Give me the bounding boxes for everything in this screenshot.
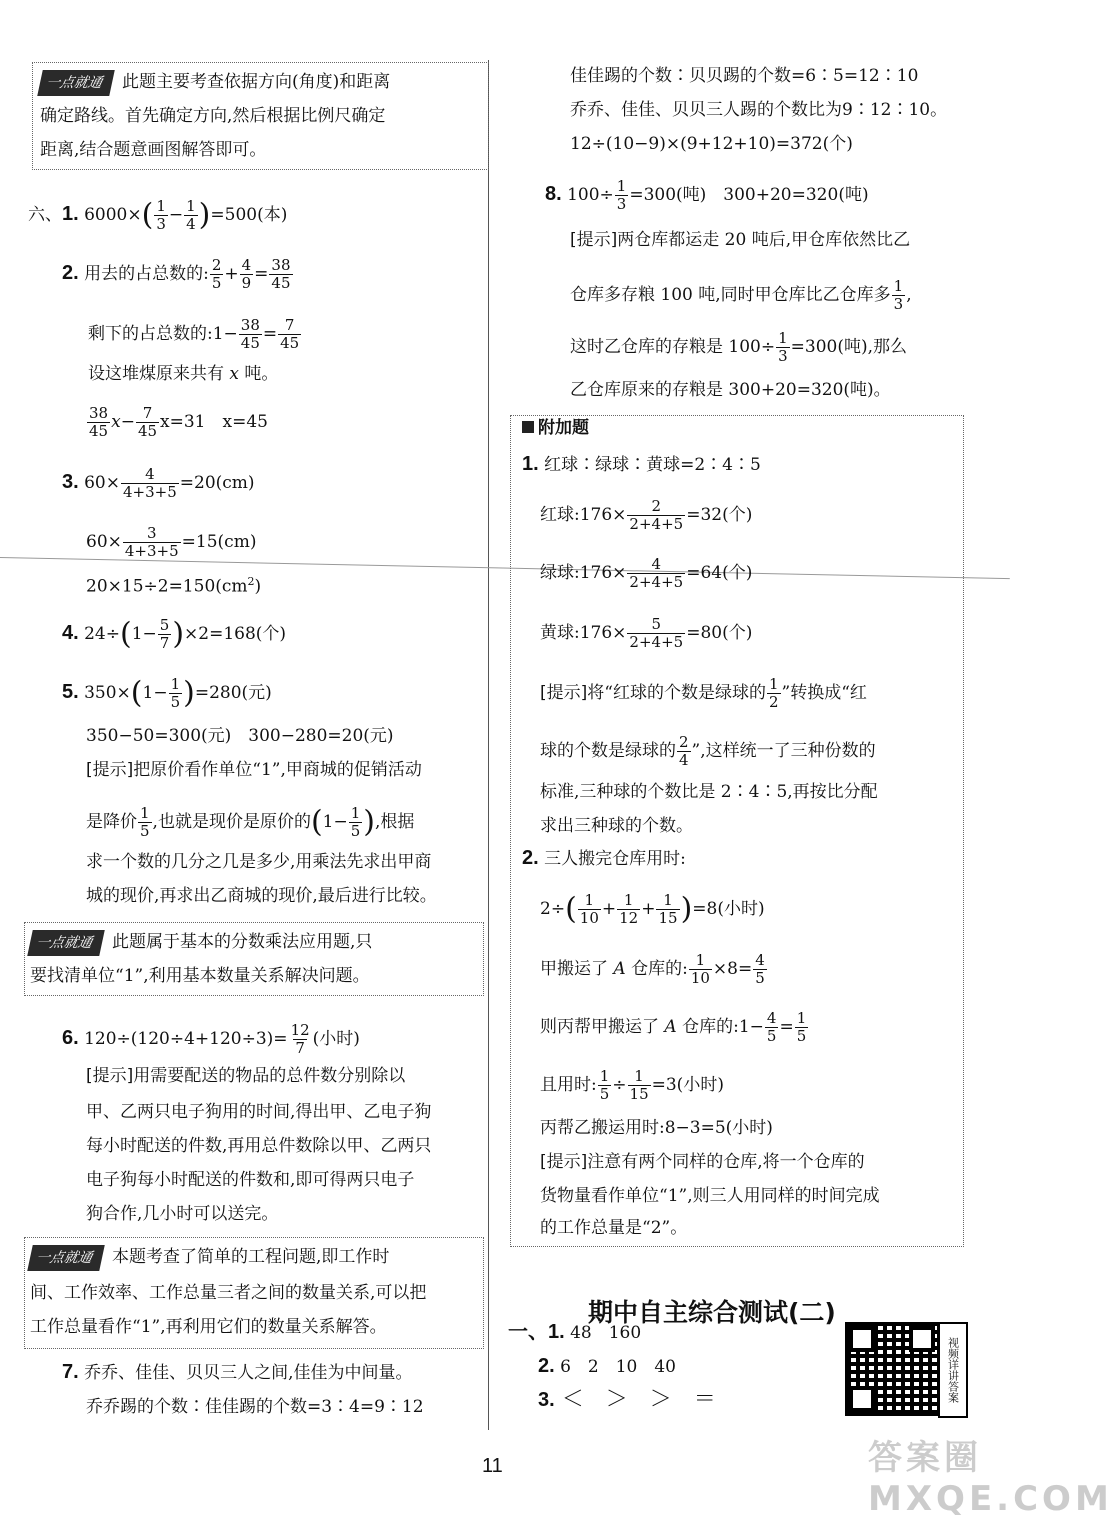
tip-text: 此题主要考查依据方向(角度)和距离: [122, 72, 391, 92]
q6: 6. 120÷(120÷4+120÷3)= $\frac{12}{7}$ (小时): [62, 1021, 360, 1057]
q6-hint: 狗合作,几小时可以送完。: [86, 1204, 279, 1224]
q8-hint: 这时乙仓库的存粮是 100÷ $\frac{1}{3}$ =300(吨),那么: [570, 329, 908, 365]
e1: 1. 红球∶绿球∶黄球=2∶4∶5: [522, 453, 761, 475]
e1-hint: [提示]将“红球的个数是绿球的 $\frac{1}{2}$ ”转换成“红: [540, 675, 867, 711]
e1-g: 绿球:176× $\frac{4}{2+4+5}$ =64(个): [540, 555, 753, 591]
section-title: 期中自主综合测试(二): [588, 1298, 836, 1327]
tip-tag: 一点就通: [27, 1245, 105, 1271]
q7-d: 乔乔、佳佳、贝贝三人踢的个数比为9∶12∶10。: [570, 100, 948, 120]
tip-tag: 一点就通: [37, 70, 115, 96]
column-divider: [488, 60, 489, 1430]
q5: 5. 350×(1− $\frac{1}{5}$ )=280(元): [62, 675, 272, 711]
a2: 2. 6 2 10 40: [538, 1355, 676, 1377]
tip-text: 要找清单位“1”,利用基本数量关系解决问题。: [30, 966, 370, 986]
tip-text: 确定路线。首先确定方向,然后根据比例尺确定: [40, 106, 386, 126]
q8: 8. 100÷ $\frac{1}{3}$ =300(吨) 300+20=320(吨): [545, 177, 869, 213]
page-number: 11: [482, 1455, 503, 1477]
e2-d: 则丙帮甲搬运了 A 仓库的:1− $\frac{4}{5}$ = $\frac{1}{5}$: [540, 1009, 807, 1045]
tip-text: 距离,结合题意画图解答即可。: [40, 140, 267, 160]
qr-label: 视频详讲答案: [938, 1322, 968, 1418]
q5-hint: [提示]把原价看作单位“1”,甲商城的促销活动: [86, 760, 422, 780]
tip-text: 工作总量看作“1”,再利用它们的数量关系解答。: [30, 1317, 387, 1337]
e1-r: 红球:176× $\frac{2}{2+4+5}$ =32(个): [540, 497, 753, 533]
tip-text: 间、工作效率、工作总量三者之间的数量关系,可以把: [30, 1283, 427, 1303]
q7-e: 12÷(10−9)×(9+12+10)=372(个): [570, 134, 853, 154]
watermark: 答案圈 MXQE.COM: [868, 1438, 1113, 1519]
q5-hint2: 是降价 $\frac{1}{5}$ ,也就是现价是原价的(1− $\frac{1}{5}$ ),根据: [86, 804, 415, 840]
q2: 2. 用去的占总数的: $\frac{2}{5}$ + $\frac{4}{9}$ = $\frac{38}{45}$: [62, 256, 291, 292]
e1-y: 黄球:176× $\frac{5}{2+4+5}$ =80(个): [540, 615, 753, 651]
tip-tag: 一点就通: [27, 930, 105, 956]
q5-hint4: 城的现价,再求出乙商城的现价,最后进行比较。: [86, 886, 437, 906]
tip-text: 本题考查了简单的工程问题,即工作时: [112, 1247, 390, 1267]
q4: 4. 24÷(1− $\frac{5}{7}$ )×2=168(个): [62, 616, 287, 652]
q3: 3. 60× $\frac{4}{4+3+5}$ =20(cm): [62, 465, 255, 501]
e2: 2. 三人搬完仓库用时:: [522, 847, 686, 869]
q6-hint: 甲、乙两只电子狗用的时间,得出甲、乙电子狗: [86, 1102, 432, 1122]
q7-b: 乔乔踢的个数∶佳佳踢的个数=3∶4=9∶12: [86, 1397, 424, 1417]
q8-hint: [提示]两仓库都运走 20 吨后,甲仓库依然比乙: [570, 230, 911, 250]
e2-f: 丙帮乙搬运用时:8−3=5(小时): [540, 1118, 773, 1138]
a3: 3. ＜ ＞ ＞ ＝: [538, 1387, 716, 1412]
e2-b: 2÷( $\frac{1}{10}$ + $\frac{1}{12}$ + $\frac{1}{15}$ )=8(小时): [540, 891, 765, 927]
qr-code-icon[interactable]: [845, 1322, 939, 1416]
q6-hint: 电子狗每小时配送的件数和,即可得两只电子: [86, 1170, 415, 1190]
q7: 7. 乔乔、佳佳、贝贝三人之间,佳佳为中间量。: [62, 1361, 413, 1383]
e1-hint: 球的个数是绿球的 $\frac{2}{4}$ ”,这样统一了三种份数的: [540, 733, 876, 769]
q8-hint: 仓库多存粮 100 吨,同时甲仓库比乙仓库多 $\frac{1}{3}$ ,: [570, 277, 912, 313]
e1-hint: 标准,三种球的个数比是 2∶4∶5,再按比分配: [540, 782, 878, 802]
q6-hint: [提示]用需要配送的物品的总件数分别除以: [86, 1066, 406, 1086]
e2-c: 甲搬运了 A 仓库的: $\frac{1}{10}$ ×8= $\frac{4}{5}$: [540, 951, 765, 987]
q2-eq: $\frac{38}{45}$ x− $\frac{7}{45}$ x=31 x=45: [89, 404, 268, 440]
e2-e: 且用时: $\frac{1}{5}$ ÷ $\frac{1}{15}$ =3(小时): [540, 1067, 724, 1103]
q5-hint3: 求一个数的几分之几是多少,用乘法先求出甲商: [86, 852, 432, 872]
e1-hint: 求出三种球的个数。: [540, 816, 693, 836]
q3-c: $20\times 15\div 2=150(cm^2)$: [86, 575, 262, 597]
q1: 六、1. 6000×( $\frac{1}{3}$ − $\frac{1}{4}$ )=500(本): [28, 197, 288, 233]
q2-let: 设这堆煤原来共有 x 吨。: [88, 364, 279, 384]
q8-hint: 乙仓库原来的存粮是 300+20=320(吨)。: [570, 380, 891, 400]
extra-title: 附加题: [522, 416, 589, 440]
q7-c: 佳佳踢的个数∶贝贝踢的个数=6∶5=12∶10: [570, 66, 919, 86]
tip-text: 此题属于基本的分数乘法应用题,只: [112, 932, 373, 952]
q6-hint: 每小时配送的件数,再用总件数除以甲、乙两只: [86, 1136, 432, 1156]
q3-b: 60× $\frac{3}{4+3+5}$ =15(cm): [86, 524, 257, 560]
e2-hint: 货物量看作单位“1”,则三人用同样的时间完成: [540, 1186, 880, 1206]
a1: 一、1. 48 160: [508, 1321, 642, 1343]
q5-c: 350−50=300(元) 300−280=20(元): [86, 726, 394, 746]
e2-hint: [提示]注意有两个同样的仓库,将一个仓库的: [540, 1152, 865, 1172]
e2-hint: 的工作总量是“2”。: [540, 1218, 688, 1238]
q2-rest: 剩下的占总数的:1− $\frac{38}{45}$ = $\frac{7}{45}$: [88, 316, 300, 352]
